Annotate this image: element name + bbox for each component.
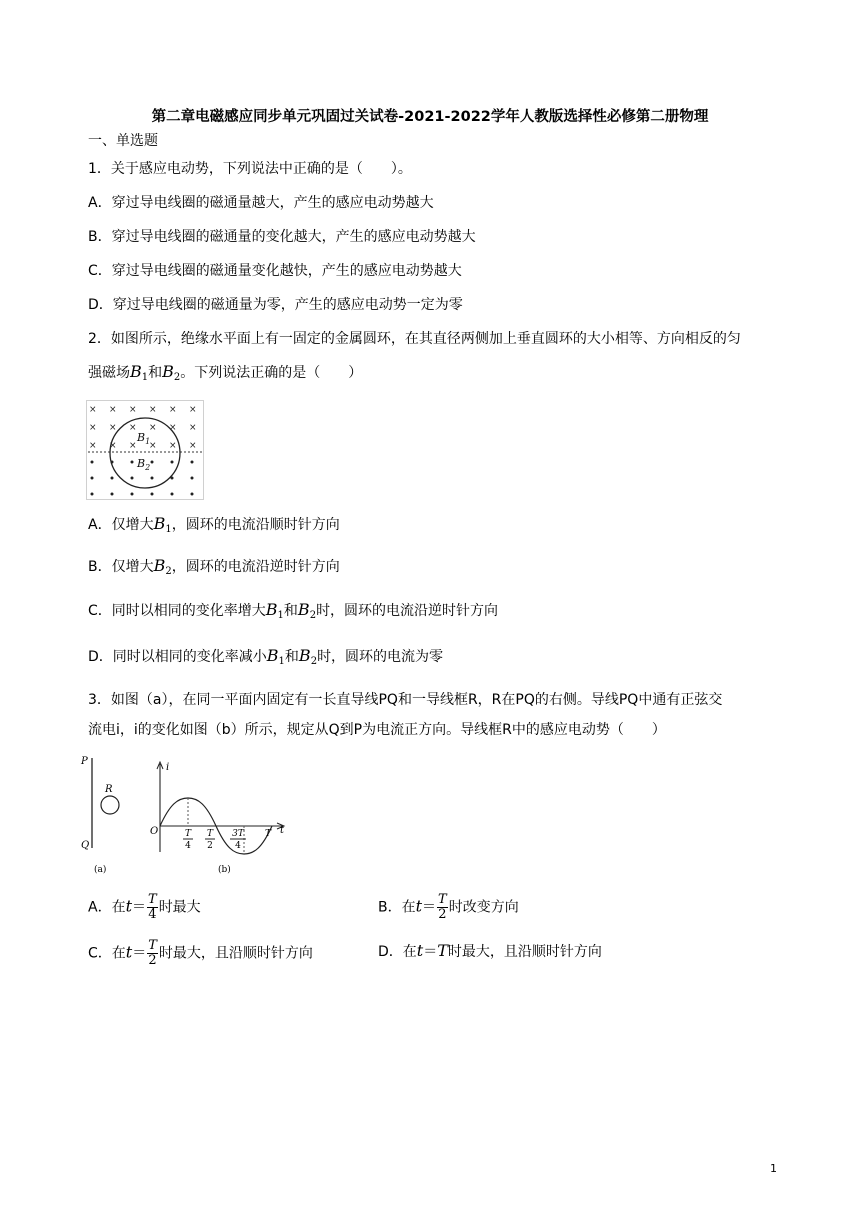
q2-magnetic-field-figure [86,400,204,500]
q1-stem: 1．关于感应电动势，下列说法中正确的是（ ）。 [88,161,412,177]
section-heading: 一、单选题 [88,133,158,149]
svg-text:O: O [150,826,159,837]
q3-option-d: D．在t＝T时最大，且沿顺时针方向 [378,941,602,960]
svg-text:×: × [109,423,117,433]
svg-text:×: × [89,423,97,433]
q2-option-a: A．仅增大$B_1$，圆环的电流沿顺时针方向 [88,514,340,535]
svg-text:P: P [81,756,88,767]
svg-text:×: × [109,405,117,415]
q1-option-d: D．穿过导电线圈的磁通量为零，产生的感应电动势一定为零 [88,297,463,313]
q3-figures [78,752,298,874]
q3-stem-line2: 流电i，i的变化如图（b）所示，规定从Q到P为电流正方向。导线框R中的感应电动势（ ） [88,722,666,738]
svg-text:×: × [129,441,137,451]
svg-text:R: R [105,784,113,795]
svg-text:4: 4 [185,841,191,851]
svg-text:4: 4 [235,841,241,851]
svg-text:t: t [280,825,285,836]
q1-option-c: C．穿过导电线圈的磁通量变化越快，产生的感应电动势越大 [88,263,462,279]
loop-r [101,796,119,814]
metal-ring [110,418,180,488]
svg-text:×: × [149,441,157,451]
svg-text:T: T [206,829,214,839]
svg-text:×: × [169,441,177,451]
q2-stem-line1: 2．如图所示，绝缘水平面上有一固定的金属圆环，在其直径两侧加上垂直圆环的大小相等、方向相反的匀 [88,331,741,347]
q2-option-c: C．同时以相同的变化率增大$B_1$和$B_2$时，圆环的电流沿逆时针方向 [88,600,499,621]
svg-text:×: × [129,423,137,433]
q3-option-c: C．在t＝ $\frac{T}{2}$ 时最大，且沿顺时针方向 [88,938,313,968]
q1-option-b: B．穿过导电线圈的磁通量的变化越大，产生的感应电动势越大 [88,229,476,245]
svg-text:×: × [169,405,177,415]
svg-text:×: × [149,423,157,433]
page-title: 第二章电磁感应同步单元巩固过关试卷-2021-2022学年人教版选择性必修第二册物理 [151,109,709,125]
q3-stem-line1: 3．如图（a），在同一平面内固定有一长直导线PQ和一导线框R，R在PQ的右侧。导线PQ中通有正弦交 [88,692,723,708]
svg-text:×: × [89,441,97,451]
svg-text:×: × [169,423,177,433]
q2-option-b: B．仅增大$B_2$，圆环的电流沿逆时针方向 [88,556,340,577]
svg-text:2: 2 [207,841,213,851]
svg-text:×: × [89,405,97,415]
q3-option-a: A．在t＝ $\frac{T}{4}$ 时最大 [88,892,201,922]
figure-b-current-graph [150,762,285,874]
page-number: 1 [770,1162,777,1175]
svg-text:×: × [189,441,197,451]
svg-text:Q: Q [81,840,90,851]
svg-text:×: × [109,441,117,451]
q2-option-d: D．同时以相同的变化率减小$B_1$和$B_2$时，圆环的电流为零 [88,646,444,667]
svg-text:(a): (a) [94,865,107,874]
q1-option-a: A．穿过导电线圈的磁通量越大，产生的感应电动势越大 [88,195,434,211]
svg-text:×: × [189,405,197,415]
figure-a-wire-and-loop [80,756,119,874]
svg-text:i: i [166,762,170,773]
q2-stem-line2: 强磁场$B_1$和$B_2$。下列说法正确的是（ ） [88,362,363,383]
svg-text:3T: 3T [232,829,244,839]
q3-option-b: B．在t＝ $\frac{T}{2}$ 时改变方向 [378,892,519,922]
label-b2: $B_2$ [137,457,151,472]
svg-text:×: × [189,423,197,433]
svg-text:T: T [264,829,272,839]
svg-text:(b): (b) [218,865,231,874]
svg-text:×: × [149,405,157,415]
label-b1: $B_1$ [137,431,151,446]
svg-text:T: T [184,829,192,839]
svg-text:×: × [129,405,137,415]
field-into-page-crosses [89,405,197,451]
